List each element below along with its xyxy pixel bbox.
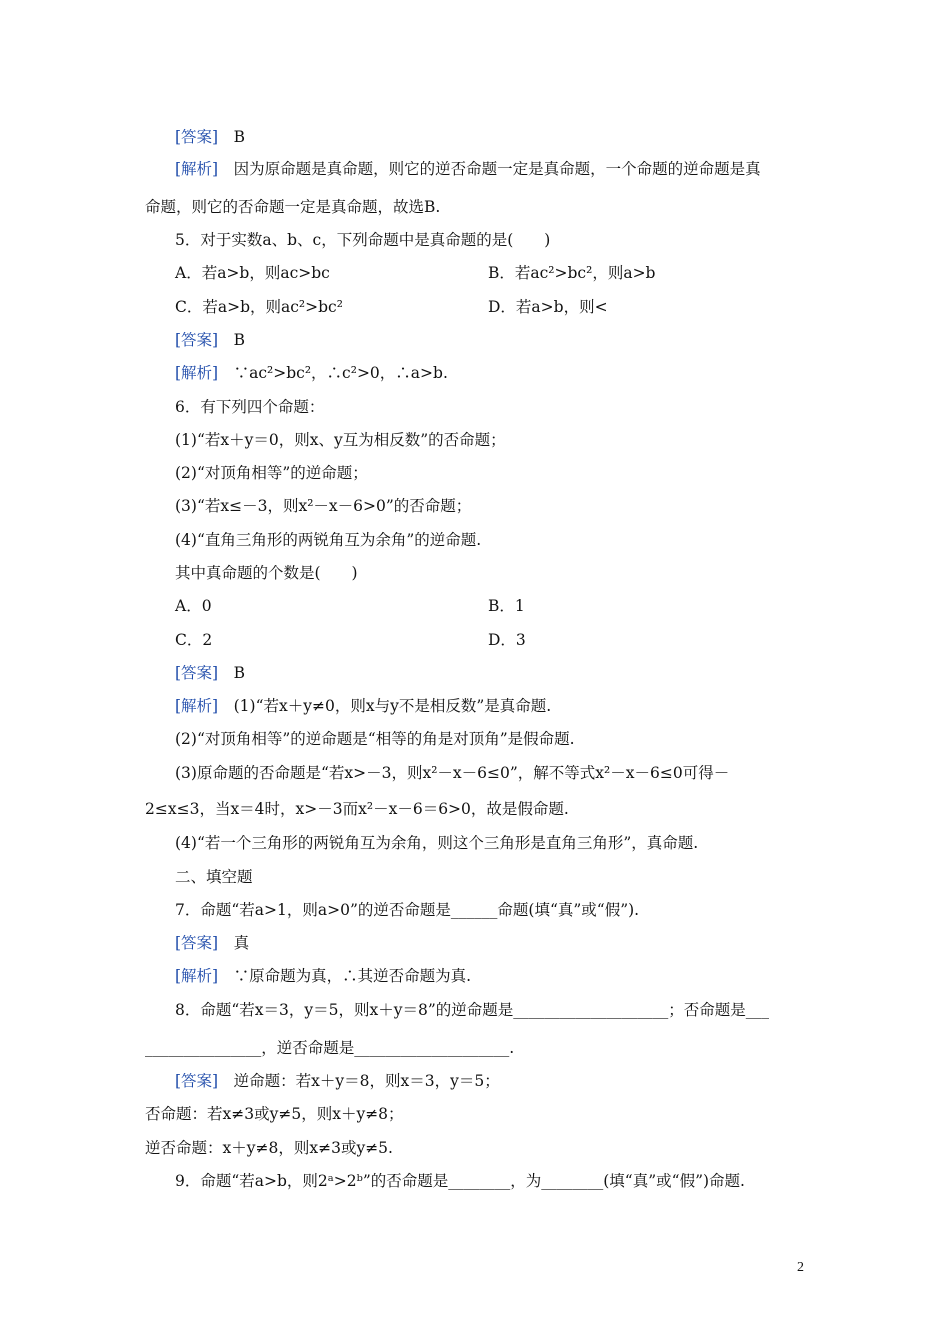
text-line (175, 126, 245, 148)
text-line (175, 728, 575, 750)
line-text: B (218, 331, 245, 349)
line-text: (4)“直角三角形的两锐角互为余角”的逆命题. (175, 531, 482, 549)
text-line (145, 798, 569, 820)
label-tag: [答案] (175, 934, 219, 952)
label-tag: [答案] (175, 331, 219, 349)
text-line (175, 595, 212, 617)
line-text: _______________，逆否命题是____________________. (145, 1039, 515, 1057)
line-text: 否命题：若x≠3或y≠5，则x＋y≠8； (145, 1105, 404, 1123)
text-line (175, 899, 639, 921)
text-line (175, 429, 506, 451)
text-line (175, 329, 245, 351)
line-text: C．若a>b，则ac²>bc² (175, 298, 343, 316)
label-tag: [解析] (175, 364, 219, 382)
line-text: (3)原命题的否命题是“若x>－3，则x²－x－6≤0”，解不等式x²－x－6≤0可得－ (175, 764, 730, 782)
option-right: D．3 (488, 631, 526, 649)
text-line (145, 196, 440, 218)
line-text: 7．命题“若a>1，则a>0”的逆否命题是______命题(填“真”或“假”). (175, 901, 640, 919)
page-number: 2 (797, 1260, 804, 1275)
text-line (175, 158, 761, 180)
text-line (175, 1170, 745, 1192)
text-line (175, 1070, 500, 1092)
text-line (145, 1137, 393, 1159)
line-text: 6．有下列四个命题： (175, 398, 325, 416)
label-tag: [答案] (175, 1072, 219, 1090)
line-text: (2)“对顶角相等”的逆命题； (175, 464, 368, 482)
line-text: 2≤x≤3，当x＝4时，x>－3而x²－x－6＝6>0，故是假命题. (145, 800, 569, 818)
option-right: B．若ac²>bc²，则a>b (488, 264, 656, 282)
option-right: D．若a>b，则< (488, 298, 608, 316)
line-text: 9．命题“若a>b，则2ᵃ>2ᵇ”的否命题是________，为________(填“真”或“假”)命题. (175, 1172, 745, 1190)
text-line (145, 1037, 514, 1059)
line-text: ∵ac²>bc²，∴c²>0，∴a>b. (218, 364, 448, 382)
text-line (175, 762, 729, 784)
text-line (175, 495, 471, 517)
label-tag: [解析] (175, 160, 219, 178)
text-line (175, 262, 330, 284)
label-tag: [答案] (175, 664, 219, 682)
line-text: (1)“若x＋y≠0，则x与y不是相反数”是真命题. (218, 697, 552, 715)
line-text: 8．命题“若x＝3，y＝5，则x＋y＝8”的逆命题是____________________；否命题是___ (175, 1001, 770, 1019)
text-line (145, 1103, 404, 1125)
line-text: 真 (218, 934, 250, 952)
text-line (175, 866, 253, 888)
line-text: 逆命题：若x＋y＝8，则x＝3，y＝5； (218, 1072, 500, 1090)
line-text: A．0 (175, 597, 212, 615)
line-text: ∵原命题为真，∴其逆否命题为真. (218, 967, 472, 985)
line-text: A．若a>b，则ac>bc (175, 264, 330, 282)
text-line (175, 695, 551, 717)
line-text: B (218, 664, 245, 682)
line-text: C．2 (175, 631, 213, 649)
line-text: 因为原命题是真命题，则它的逆否命题一定是真命题，一个命题的逆命题是真 (218, 160, 761, 178)
text-line (175, 462, 368, 484)
text-line (175, 396, 324, 418)
text-line (175, 229, 550, 251)
label-tag: [解析] (175, 697, 219, 715)
line-text: B (218, 128, 245, 146)
text-line (175, 529, 481, 551)
text-line (175, 362, 448, 384)
text-line (175, 832, 698, 854)
text-line (175, 562, 358, 584)
line-text: (1)“若x＋y＝0，则x、y互为相反数”的否命题； (175, 431, 506, 449)
line-text: 逆否命题：x＋y≠8，则x≠3或y≠5. (145, 1139, 393, 1157)
text-line (175, 999, 769, 1021)
line-text: 其中真命题的个数是( ) (175, 564, 358, 582)
text-line (175, 932, 249, 954)
line-text: (3)“若x≤－3，则x²－x－6>0”的否命题； (175, 497, 472, 515)
line-text: 5．对于实数a、b、c，下列命题中是真命题的是( ) (175, 231, 551, 249)
text-line (175, 629, 212, 651)
text-line (175, 296, 343, 318)
label-tag: [解析] (175, 967, 219, 985)
text-line (175, 965, 471, 987)
label-tag: [答案] (175, 128, 219, 146)
line-text: (4)“若一个三角形的两锐角互为余角，则这个三角形是直角三角形”，真命题. (175, 834, 699, 852)
option-right: B．1 (488, 597, 525, 615)
text-line (175, 662, 245, 684)
line-text: 命题，则它的否命题一定是真命题，故选B. (145, 198, 441, 216)
line-text: (2)“对顶角相等”的逆命题是“相等的角是对顶角”是假命题. (175, 730, 575, 748)
line-text: 二、填空题 (175, 868, 253, 886)
